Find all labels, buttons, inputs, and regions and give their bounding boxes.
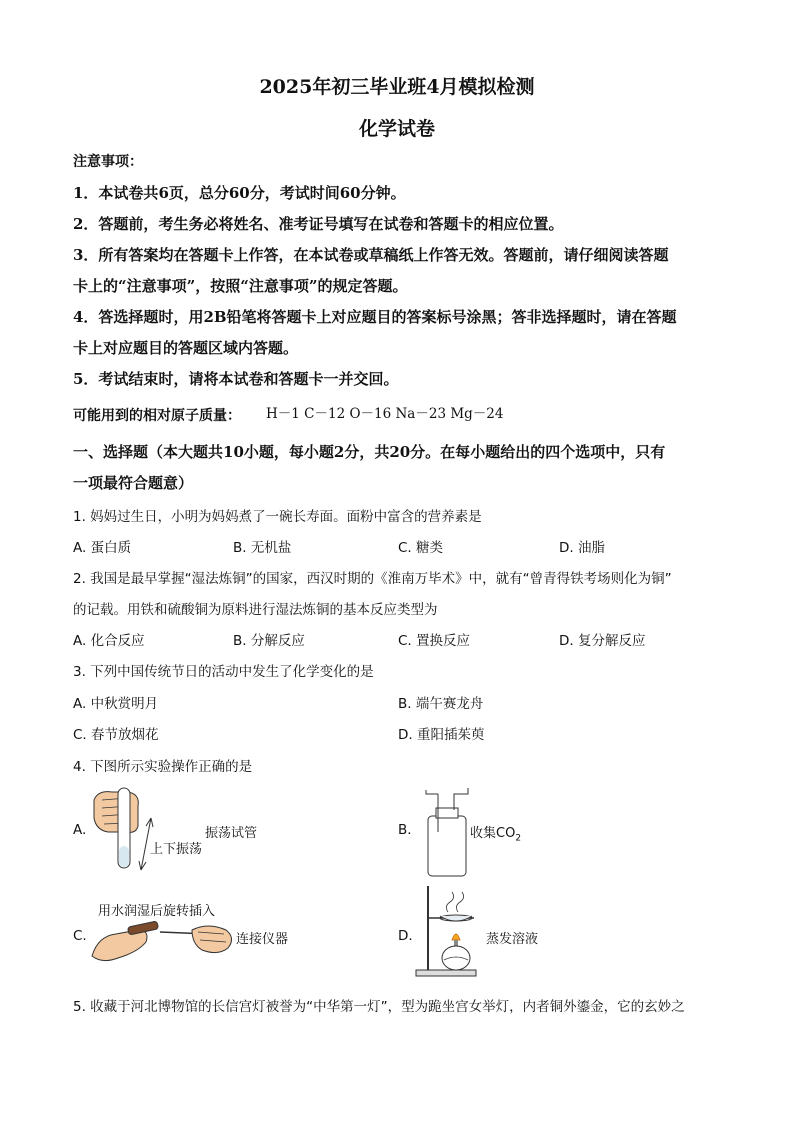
- figure-a-note: 上下振荡: [150, 842, 203, 857]
- option-a: A. 蛋白质: [73, 540, 132, 556]
- figure-b-caption: 收集$CO_2$: [470, 826, 522, 844]
- figure-c-caption: 连接仪器: [236, 932, 289, 947]
- option-b: B. 无机盐: [233, 540, 292, 556]
- notice-heading: 注意事项：: [73, 154, 143, 170]
- option-b: B. 端午赛龙舟: [398, 696, 484, 712]
- figure-d-caption: 蒸发溶液: [486, 932, 539, 947]
- option-d: D. 复分解反应: [559, 633, 646, 649]
- option-b: B. 分解反应: [233, 633, 305, 649]
- exam-title: 2025年初三毕业班4月模拟检测: [259, 76, 535, 98]
- question-stem: 2. 我国是最早掌握“湿法炼铜”的国家，西汉时期的《淮南万毕术》中，就有“曾青得铁考场则化为铜”: [73, 571, 672, 587]
- option-d: D. 油脂: [559, 540, 605, 556]
- figure-b-letter: B.: [398, 822, 412, 838]
- section-heading-cont: 一项最符合题意）: [73, 474, 194, 492]
- notice-item: 卡上的“注意事项”，按照“注意事项”的规定答题。: [73, 277, 408, 295]
- question-stem-cont: 的记载。用铁和硫酸铜为原料进行湿法炼铜的基本反应类型为: [73, 602, 438, 618]
- question-stem: 4. 下图所示实验操作正确的是: [73, 759, 253, 775]
- question-stem: 1. 妈妈过生日，小明为妈妈煮了一碗长寿面。面粉中富含的营养素是: [73, 509, 482, 525]
- figure-a-letter: A.: [73, 822, 87, 838]
- notice-item: 2．答题前，考生务必将姓名、准考证号填写在试卷和答题卡的相应位置。: [73, 215, 564, 233]
- notice-item: 3．所有答案均在答题卡上作答，在本试卷或草稿纸上作答无效。答题前，请仔细阅读答题: [73, 246, 669, 264]
- section-heading: 一、选择题（本大题共10小题，每小题2分，共20分。在每小题给出的四个选项中，只有: [73, 443, 666, 461]
- figure-d-evaporation-icon: [412, 884, 490, 980]
- option-c: C. 春节放烟花: [73, 727, 159, 743]
- atomic-mass-label: 可能用到的相对原子质量：: [73, 408, 241, 424]
- option-c: C. 置换反应: [398, 633, 471, 649]
- option-d: D. 重阳插茱萸: [398, 727, 485, 743]
- option-a: A. 化合反应: [73, 633, 145, 649]
- question-stem: 5. 收藏于河北博物馆的长信宫灯被誉为“中华第一灯”，型为跪坐宫女举灯，内者铜外鎏金，它的玄妙之: [73, 999, 685, 1015]
- question-stem: 3. 下列中国传统节日的活动中发生了化学变化的是: [73, 664, 374, 680]
- notice-item: 卡上对应题目的答题区域内答题。: [73, 339, 299, 357]
- figure-d-letter: D.: [398, 928, 413, 944]
- notice-item: 4．答选择题时，用2B铅笔将答题卡上对应题目的答案标号涂黑；答非选择题时，请在答题: [73, 308, 677, 326]
- figure-b-gas-bottle-icon: [418, 786, 478, 880]
- notice-item: 1．本试卷共6页，总分60分，考试时间60分钟。: [73, 184, 406, 202]
- atomic-mass-values: H－1 C－12 O－16 Na－23 Mg－24: [266, 406, 504, 422]
- figure-c-note: 用水润湿后旋转插入: [98, 904, 216, 919]
- exam-subtitle: 化学试卷: [358, 118, 435, 140]
- figure-c-letter: C.: [73, 928, 87, 944]
- notice-item: 5．考试结束时，请将本试卷和答题卡一并交回。: [73, 370, 399, 388]
- figure-c-hands-tube-icon: [88, 916, 238, 968]
- option-a: A. 中秋赏明月: [73, 696, 159, 712]
- option-c: C. 糖类: [398, 540, 444, 556]
- figure-a-caption: 振荡试管: [205, 826, 258, 841]
